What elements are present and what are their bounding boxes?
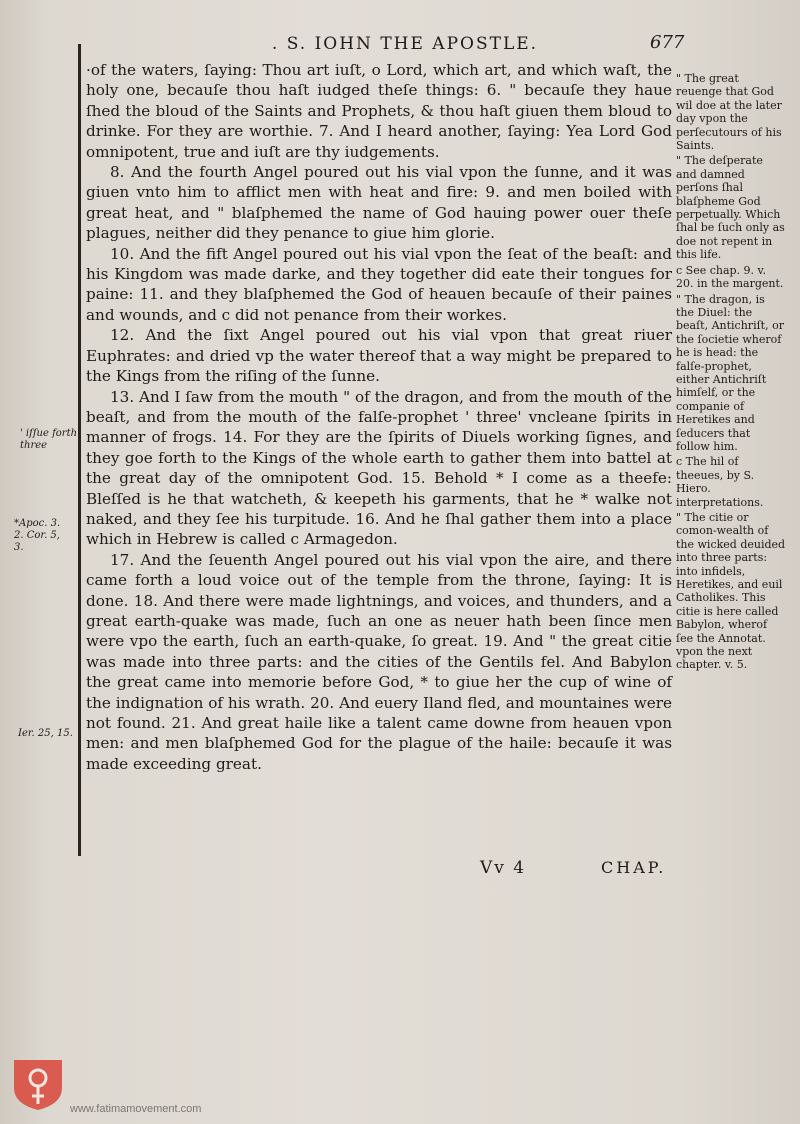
margin-note: " The dragon, is the Diuel: the beaſt, Antichriſt, or the ſocietie wherof he is head: the falſe-prophet, either Antichriſt himſelf, or the companie of Heretikes and ſeducers that follow him. <box>676 292 784 453</box>
page-number: 677 <box>650 32 685 53</box>
fatima-movement-logo-icon <box>12 1056 64 1112</box>
signature-mark: Vv 4 <box>480 858 527 878</box>
right-margin-notes <box>676 72 786 674</box>
paragraph: 8. And the fourth Angel poured out his vial vpon the ſunne, and it was giuen vnto him to afflict men with heat and fire: 9. and men boiled with great heat, and " blaſphemed the name of God hauing power ouer theſe plagues, neither did they penance to giue him glorie. <box>86 163 672 243</box>
paragraph: ·of the waters, ſaying: Thou art iuſt, o Lord, which art, and which waſt, the holy one, becauſe thou haſt iudged theſe things: 6. " becauſe they haue ſhed the bloud of the Saints and Prophets, & thou haſt giuen them bloud to drinke. For they are worthie. 7. And I heard another, ſaying: Yea Lord God omnipotent, true and iuſt are thy iudgements. <box>86 61 672 161</box>
left-rule <box>78 44 81 856</box>
margin-note: c See chap. 9. v. 20. in the margent. <box>676 263 784 291</box>
watermark-url: www.fatimamovement.com <box>70 1103 202 1115</box>
catchword: CHAP. <box>601 858 667 877</box>
margin-note: c The hil of theeues, by S. Hiero. interpretations. <box>676 455 764 509</box>
paragraph: 13. And I ſaw from the mouth " of the dragon, and from the mouth of the beaſt, and from the mouth of the falſe-prophet ' three' vncleane ſpirits in manner of frogs. 14. For they are the ſpirits of Diuels working ſignes, and they goe forth to the Kings of the whole earth to gather them into battel at the great day of the omnipotent God. 15. Behold * I come as a theefe: Bleſſed is he that watcheth, & keepeth his garments, that he * walke not naked, and they ſee his turpitude. 16. And he ſhal gather them into a place which in Hebrew is called c Armagedon. <box>86 387 672 549</box>
paragraph: 10. And the fift Angel poured out his vial vpon the ſeat of the beaſt: and his Kingdom was made darke, and they together did eate their tongues for paine: 11. and they blaſphemed the God of heauen becauſe of their paines and wounds, and c did not penance from their workes. <box>86 244 672 324</box>
margin-note: " The great reuenge that God wil doe at the later day vpon the perſecutours of his Saints. <box>676 72 782 153</box>
left-margin-note: ' iſſue forth three <box>20 428 78 451</box>
main-text-column <box>86 60 672 774</box>
running-title: . S. IOHN THE APOSTLE. <box>271 34 539 54</box>
paragraph: 12. And the ſixt Angel poured out his vial vpon that great riuer Euphrates: and dried vp the water thereof that a way might be prepared to the Kings from the riſing of the ſunne. <box>86 326 672 386</box>
margin-note: " The deſperate and damned perſons ſhal blaſpheme God perpetually. Which ſhal be ſuch only as doe not repent in this life. <box>676 154 785 262</box>
paragraph: 17. And the ſeuenth Angel poured out his vial vpon the aire, and there came forth a loud voice out of the temple from the throne, ſaying: It is done. 18. And there were made lightnings, and voices, and thunders, and a great earth-quake was made, ſuch an one as neuer hath been ſince men were vpo the earth, ſuch an earth-quake, ſo great. 19. And " the great citie was made into three parts: and the cities of the Gentils fel. And Babylon the great came into memorie before God, * to giue her the cup of wine of the indignation of his wrath. 20. And euery Iland fled, and mountaines were not found. 21. And great haile like a talent came downe from heauen vpon men: and men blaſphemed God for the plague of the haile: becauſe it was made exceeding great. <box>86 550 672 773</box>
left-margin-note: *Apoc. 3. 2. Cor. 5, 3. <box>14 518 61 553</box>
margin-note: " The citie or comon-wealth of the wicked deuided into three parts: into infidels, Heretikes, and euil Catholikes. This citie is here called Babylon, wherof ſee the Annotat. vpon the next chapter. v. 5. <box>676 511 786 672</box>
left-margin-note: Ier. 25, 15. <box>18 728 73 739</box>
